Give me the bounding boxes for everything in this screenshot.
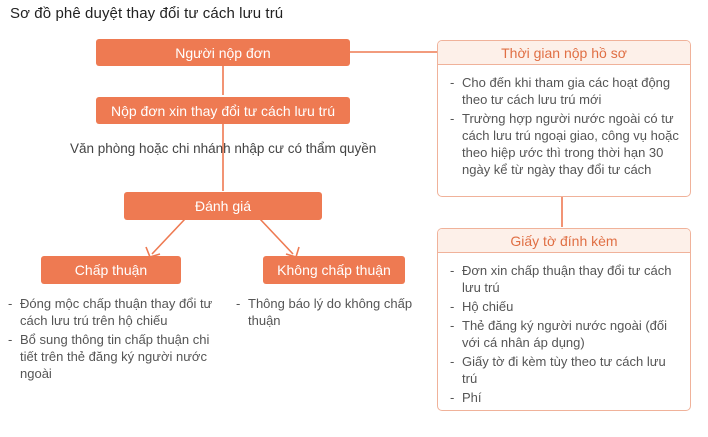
submission-period-panel (437, 40, 691, 197)
approved-notes (8, 295, 220, 384)
attached-documents-list (450, 262, 684, 406)
attached-document-3: - Thẻ đăng ký người nước ngoài (đối với cá nhân áp dụng) (450, 317, 684, 351)
submission-period-item-2: - Trường hợp người nước ngoài có tư cách lưu trú ngoại giao, công vụ hoặc theo hiệp ước thì trong thời hạn 30 ngày kể từ ngày thay đổi tư cách (450, 110, 684, 178)
attached-documents-heading: Giấy tờ đính kèm (438, 229, 690, 253)
attached-document-4: - Giấy tờ đi kèm tùy theo tư cách lưu trú (450, 353, 684, 387)
attached-document-2: - Hộ chiếu (450, 298, 684, 315)
submission-period-item-1: - Cho đến khi tham gia các hoạt động theo tư cách lưu trú mới (450, 74, 684, 108)
arrow-to-approved (152, 219, 185, 254)
rejected-notes (236, 295, 436, 331)
applicant-box: Người nộp đơn (96, 39, 350, 66)
attached-document-1: - Đơn xin chấp thuận thay đổi tư cách lưu trú (450, 262, 684, 296)
submit-application-box: Nộp đơn xin thay đổi tư cách lưu trú (96, 97, 350, 124)
approved-note-2: - Bổ sung thông tin chấp thuận chi tiết trên thẻ đăng ký người nước ngoài (8, 331, 220, 382)
attached-documents-panel (437, 228, 691, 411)
rejected-note-1: - Thông báo lý do không chấp thuận (236, 295, 436, 329)
submission-period-heading: Thời gian nộp hồ sơ (438, 41, 690, 65)
evaluate-box: Đánh giá (124, 192, 322, 220)
arrow-to-rejected (260, 219, 293, 254)
diagram-title: Sơ đồ phê duyệt thay đổi tư cách lưu trú (10, 5, 284, 22)
rejected-box: Không chấp thuận (263, 256, 405, 284)
attached-document-5: - Phí (450, 389, 684, 406)
approved-note-1: - Đóng mộc chấp thuận thay đổi tư cách lưu trú trên hộ chiếu (8, 295, 220, 329)
submission-period-list (450, 74, 684, 178)
approved-box: Chấp thuận (41, 256, 181, 284)
office-text: Văn phòng hoặc chi nhánh nhập cư có thẩm quyền (70, 141, 377, 156)
